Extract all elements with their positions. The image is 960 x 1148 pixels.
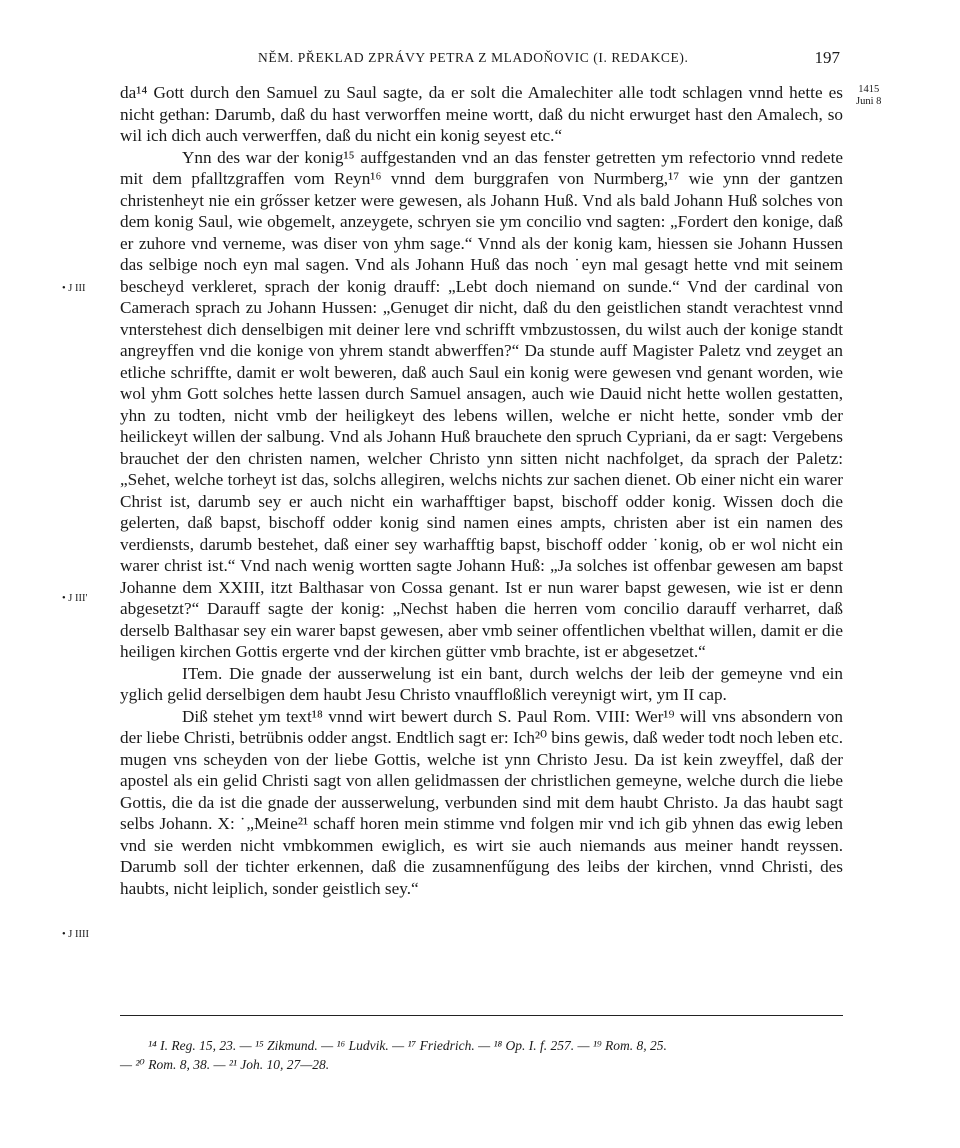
paragraph-3: ITem. Die gnade der ausserwelung ist ein bant, durch welchs der leib der gemeyne vnd ein yglich gelid derselbigen dem haubt Jesu Christo vnauffloßlich vereynigt wirt, ym II cap. (120, 663, 843, 704)
paragraph-2: Ynn des war der konig¹⁵ auffgestanden vnd an das fenster getretten ym refectorio vnnd redete mit dem pfalltzgraffen vom Reyn¹⁶ vnnd dem burggrafen von Nurmberg,¹⁷ wie ynn der gantzen christenheyt nie ein grősser ketzer were gewesen, als Johann Huß. Vnd als bald Johann Huß solches von dem konig Saul, wie obgemelt, anzeygete, schryen sie ym concilio vnd sagten: „Fordert den konige, daß er zuhore vnd verneme, was diser von yhm sage.“ Vnnd als der konig kam, hiessen sie Johann Hussen das selbige noch eyn mal sagen. Vnd als Johann Huß das noch ˙eyn mal gesagt hette vnd mit seinem bescheyd verkleret, sprach der konig drauff: „Lebt doch niemand on sunde.“ Vnd der cardinal von Camerach sprach zu Johann Hussen: „Genuget dir nicht, daß du den geistlichen standt verachtest vnnd vnterstehest dich denselbigen mit deiner lere vnd schrifft vmbzustossen, du wilst auch der konige standt angreyffen vnd die konige von yhrem standt abwerffen?“ Da stunde auff Magister Paletz vnd zeyget an etliche schriffte, damit er wolt beweren, daß auch Saul ein konig were gewesen vnd genant worden, wie wol yhm Gott solches hette lassen durch Samuel ansagen, auch wie Dauid nicht hette wollen gestatten, yhn zu todten, nicht vmb der heiligkeyt des lebens willen, welche er nicht hette, sonder vmb der heilickeyt willen der salbung. Vnd als Johann Huß brauchete den spruch Cypriani, da er sagt: Vergebens brauchet der den christen namen, welcher Christo ynn sitten nicht nachfolget, da sprach der Paletz: „Sehet, welche torheyt ist das, solchs allegiren, welchs nichts zur sachen dienet. Ob einer nicht ein warer Christ ist, darumb sey er auch nicht ein warhafftiger bapst, bischoff odder konig. Wissen doch die gelerten, daß bapst, bischoff odder konig sind namen eines ampts, christen aber ist ein namen des verdiensts, darumb bestehet, daß einer sey warhafftig bapst, bischoff odder ˙konig, ob er wol nicht ein warer christ ist.“ Vnd nach wenig wortten sagte Johann Huß: „Ja solches ist offenbar gewesen am bapst Johanne dem XXIII, itzt Balthasar von Cossa genant. Ist er nun warer bapst gewesen, wie ist er denn abgesetzt?“ Darauff sagte der konig: „Nechst haben die herren vom concilio darauff verharret, daß derselb Balthasar sey ein warer bapst gewesen, aber vmb seiner offentlichen vbelthat willen, damit er die heiligen kirchen Gottis ergerte vnd der kirchen gütter vmb brachte, ist er abgesetzet.“ (120, 147, 843, 661)
running-header (120, 48, 840, 72)
footnotes (120, 1036, 843, 1074)
margin-note-j3-prime: • J III' (62, 593, 88, 604)
footnote-line-1: ¹⁴ I. Reg. 15, 23. — ¹⁵ Zikmund. — ¹⁶ Ludvik. — ¹⁷ Friedrich. — ¹⁸ Op. I. f. 257. — ¹⁹ Rom. 8, 25. (148, 1038, 667, 1053)
paragraph-4: Diß stehet ym text¹⁸ vnnd wirt bewert durch S. Paul Rom. VIII: Wer¹⁹ will vns absondern von der liebe Christi, betrübnis odder angst. Endtlich sagt er: Ich²⁰ bins gewis, daß weder todt noch leben etc. mugen vns scheyden von der liebe Gottis, welche ist ynn Christo Jesu. Da ist kein zweyffel, daß der apostel als ein gelid Christi sagt von allen gelidmassen der christlichen gemeyne, welche durch die liebe Gottis, die da ist die gnade der ausserwelung, verbunden sind mit dem haubt Christo. Ja das haubt sagt selbs Johann. X: ˙„Meine²¹ schaff horen mein stimme vnd folgen mir vnd ich gib yhnen das ewig leben vnd sie werden nicht vmbkommen ewiglich, es wirt sie auch niemands aus meiner handt reyssen. Darumb soll der tichter erkennen, daß die zusamnenfűgung des leibs der kirchen, vnnd Christi, des haubts, nicht leiplich, sonder geistlich sey.“ (120, 706, 843, 898)
footnote-divider (120, 1015, 843, 1016)
paragraph-1: da¹⁴ Gott durch den Samuel zu Saul sagte, da er solt die Amalechiter alle todt schlagen vnnd hette es nicht gethan: Darumb, daß du hast verworffen meine wortt, daß du nicht erwurget hast den Amalech, so wil ich dich auch verwerffen, daß du nicht ein konig seyest etc.“ (120, 83, 843, 145)
main-text (120, 82, 843, 899)
margin-date-day: Juni 8 (856, 96, 882, 107)
margin-note-j4: • J IIII (62, 929, 89, 940)
running-title: NĚM. PŘEKLAD ZPRÁVY PETRA Z MLADOŇOVIC (I. REDAKCE). (258, 50, 689, 65)
footnote-line-2: — ²⁰ Rom. 8, 38. — ²¹ Joh. 10, 27—28. (120, 1057, 330, 1072)
page-number: 197 (814, 48, 840, 67)
margin-date-year: 1415 (858, 84, 880, 95)
margin-note-j3: • J III (62, 283, 86, 294)
margin-date (856, 84, 881, 108)
